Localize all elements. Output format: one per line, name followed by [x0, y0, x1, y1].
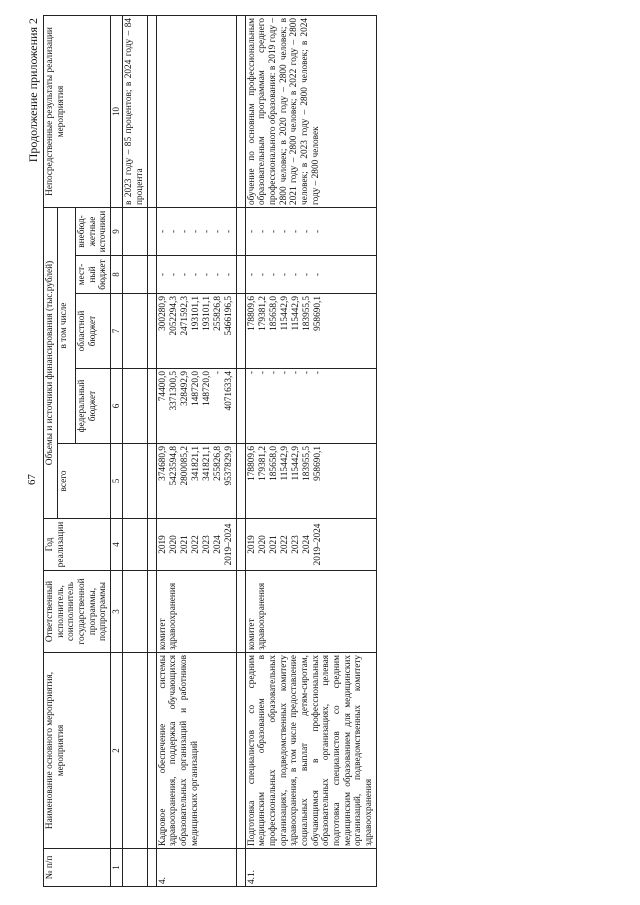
spacer-cell: [147, 369, 156, 444]
spacer-cell: [236, 519, 245, 571]
local-values: [158, 258, 235, 291]
spacer-cell: [236, 294, 245, 369]
federal-value: -: [301, 371, 312, 375]
spacer-cell: [147, 207, 156, 255]
spacer-cell: [147, 15, 156, 207]
spacer-cell: [147, 653, 156, 849]
local-column: [156, 256, 236, 294]
spacer-cell: [147, 519, 156, 571]
years-column: [156, 519, 236, 571]
federal-column: [156, 369, 236, 444]
federal-values: [124, 371, 135, 441]
regional-column: [123, 294, 147, 369]
extra-value: -: [279, 229, 290, 234]
federal-values: [158, 371, 235, 441]
column-index-row: [111, 15, 123, 886]
executor: комитет здравоохранения: [156, 571, 236, 653]
row-number: 4.1.: [245, 849, 376, 887]
years-value: 2022: [190, 535, 201, 554]
federal-value: -: [246, 371, 257, 375]
spacer-cell: [147, 444, 156, 519]
spacer-cell: [147, 256, 156, 294]
years-column: [123, 519, 147, 571]
direct-result: в 2023 году – 85 процентов; в 2024 году – 84 процента: [123, 15, 147, 207]
local-value: -: [168, 272, 179, 277]
extra-values: [158, 210, 235, 253]
extra-value: -: [201, 229, 212, 234]
years-values: [124, 521, 135, 568]
regional-value: 179381,2: [257, 296, 268, 331]
total-value: [124, 446, 135, 516]
extra-column: [245, 207, 376, 255]
row-number: 4.: [156, 849, 236, 887]
local-column: [123, 256, 147, 294]
local-value: -: [246, 272, 257, 277]
col-index: 3: [111, 571, 123, 653]
direct-result: обучение по основным профессиональным образовательным программам среднего профессионального образования: в 2019 году – 2800 человек; в 2020 году – 2800 человек; в 2021 году – 2800 человек; в 2022 году – 2800 человек; в 2023 году – 2800 человек; в 2024 году – 2800 человек: [245, 15, 376, 207]
local-value: -: [312, 272, 323, 277]
total-value: 9537829,9: [223, 446, 234, 486]
extra-value: -: [268, 229, 279, 234]
spacer-cell: [147, 571, 156, 653]
total-values: [158, 446, 235, 516]
federal-value: 148720,0: [201, 371, 212, 406]
federal-value: 148720,0: [190, 371, 201, 406]
federal-value: -: [268, 371, 279, 375]
years-value: 2023: [290, 535, 301, 554]
years-values: [158, 521, 235, 568]
total-value: 185658,0: [268, 446, 279, 481]
federal-value: -: [257, 371, 268, 375]
header-regional: областной бюджет: [76, 294, 111, 369]
total-values: [247, 446, 324, 516]
header-results: Непосредственные результаты реализации мероприятия: [44, 15, 111, 207]
years-value: 2019: [246, 535, 257, 554]
spacer-cell: [236, 207, 245, 255]
extra-value: [124, 210, 135, 253]
extra-value: -: [212, 229, 223, 234]
local-value: [124, 258, 135, 291]
total-value: 374680,9: [157, 446, 168, 481]
extra-column: [156, 207, 236, 255]
federal-value: 328492,9: [179, 371, 190, 406]
regional-value: 958690,1: [312, 296, 323, 331]
continuation-note: Продолжение приложения 2: [26, 18, 40, 163]
regional-value: 5466196,5: [223, 296, 234, 336]
header-year: Год реализации: [44, 519, 111, 571]
extra-value: -: [312, 229, 323, 234]
years-value: 2024: [212, 535, 223, 554]
activity-name: Подготовка специалистов со средним медицинским образованием в профессиональных образовательных организациях, подведомственных комитету здравоохранения, в том числе предоставление социальных выплат детям-сиротам, обучающимся в профессиональных образовательных организациях, целевая подготовка специалистов со средним медицинским образованием для медицинских организаций, подведомственных комитету здравоохранения: [245, 653, 376, 849]
spacer-cell: [236, 256, 245, 294]
header-federal: федеральный бюджет: [76, 369, 111, 444]
years-value: 2024: [301, 535, 312, 554]
extra-values: [247, 210, 324, 253]
activity-name: [123, 653, 147, 849]
col-index: 10: [111, 15, 123, 207]
col-index: 2: [111, 653, 123, 849]
extra-values: [124, 210, 135, 253]
total-value: 115442,9: [290, 446, 301, 481]
years-value: 2019: [157, 535, 168, 554]
header-activity-name: Наименование основного мероприятия, мероприятия: [44, 653, 111, 849]
regional-value: 183955,5: [301, 296, 312, 331]
local-value: -: [268, 272, 279, 277]
years-value: 2022: [279, 535, 290, 554]
spacer-cell: [147, 849, 156, 887]
regional-value: 300280,9: [157, 296, 168, 331]
total-value: 958690,1: [312, 446, 323, 481]
total-values: [124, 446, 135, 516]
total-column: [156, 444, 236, 519]
federal-value: -: [290, 371, 301, 375]
col-index: 9: [111, 207, 123, 255]
years-values: [247, 521, 324, 568]
table-row: [245, 15, 376, 886]
regional-column: [156, 294, 236, 369]
total-value: 115442,9: [279, 446, 290, 481]
row-number: [123, 849, 147, 887]
col-index: 7: [111, 294, 123, 369]
spacer-cell: [236, 444, 245, 519]
years-value: 2021: [179, 535, 190, 554]
regional-value: 193101,1: [190, 296, 201, 331]
total-column: [123, 444, 147, 519]
col-index: 1: [111, 849, 123, 887]
header-total: всего: [57, 444, 110, 519]
table-row: [156, 15, 236, 886]
extra-value: -: [157, 229, 168, 234]
local-value: -: [290, 272, 301, 277]
regional-value: 115442,9: [290, 296, 301, 331]
regional-value: 115442,9: [279, 296, 290, 331]
extra-value: -: [179, 229, 190, 234]
years-value: 2021: [268, 535, 279, 554]
federal-column: [123, 369, 147, 444]
total-value: 255826,8: [212, 446, 223, 481]
local-value: -: [201, 272, 212, 277]
regional-column: [245, 294, 376, 369]
spacer-cell: [147, 294, 156, 369]
regional-value: 185658,0: [268, 296, 279, 331]
years-value: 2023: [201, 535, 212, 554]
local-value: -: [223, 272, 234, 277]
row-spacer: [236, 15, 245, 886]
local-value: -: [212, 272, 223, 277]
years-value: 2019–2024: [223, 523, 234, 566]
spacer-cell: [236, 369, 245, 444]
years-value: [124, 521, 135, 568]
extra-value: -: [301, 229, 312, 234]
years-value: 2019–2024: [312, 523, 323, 566]
local-value: -: [301, 272, 312, 277]
regional-value: 255826,8: [212, 296, 223, 331]
regional-value: 193101,1: [201, 296, 212, 331]
local-values: [247, 258, 324, 291]
total-value: 341821,1: [201, 446, 212, 481]
extra-value: -: [223, 229, 234, 234]
header-including: в том числе: [57, 207, 75, 443]
local-values: [124, 258, 135, 291]
federal-value: -: [279, 371, 290, 375]
total-value: 178809,6: [246, 446, 257, 481]
direct-result: [156, 15, 236, 207]
regional-value: [124, 296, 135, 366]
regional-values: [124, 296, 135, 366]
executor: [123, 571, 147, 653]
total-value: 2800085,2: [179, 446, 190, 486]
total-value: 5423594,8: [168, 446, 179, 486]
page-number: 67: [26, 474, 38, 485]
col-index: 5: [111, 444, 123, 519]
spacer-cell: [236, 849, 245, 887]
funding-table: [43, 15, 377, 887]
header-extra: внебюд-жетные источники: [76, 207, 111, 255]
regional-values: [247, 296, 324, 366]
years-value: 2020: [168, 535, 179, 554]
header-funding-group: Объемы и источники финансирования (тыс.рублей): [44, 207, 58, 518]
total-value: 341821,1: [190, 446, 201, 481]
local-value: -: [279, 272, 290, 277]
spacer-cell: [236, 15, 245, 207]
regional-values: [158, 296, 235, 366]
total-value: 179381,2: [257, 446, 268, 481]
federal-value: -: [212, 371, 223, 375]
local-value: -: [190, 272, 201, 277]
regional-value: 2471592,3: [179, 296, 190, 336]
federal-value: 74400,0: [157, 371, 168, 402]
federal-values: [247, 371, 324, 441]
header-local: мест-ный бюджет: [76, 256, 111, 294]
federal-value: 3371300,5: [168, 371, 179, 411]
extra-value: -: [190, 229, 201, 234]
extra-value: -: [257, 229, 268, 234]
extra-column: [123, 207, 147, 255]
federal-value: -: [312, 371, 323, 375]
local-column: [245, 256, 376, 294]
local-value: -: [257, 272, 268, 277]
years-column: [245, 519, 376, 571]
federal-column: [245, 369, 376, 444]
activity-name: Кадровое обеспечение системы здравоохранения, поддержка обучающихся образовательных организаций и работников медицинских организаций: [156, 653, 236, 849]
federal-value: [124, 371, 135, 441]
extra-value: -: [290, 229, 301, 234]
col-index: 8: [111, 256, 123, 294]
header-row-1: [44, 15, 58, 886]
row-spacer: [147, 15, 156, 886]
regional-value: 178809,6: [246, 296, 257, 331]
table-row: [123, 15, 147, 886]
executor: комитет здравоохранения: [245, 571, 376, 653]
extra-value: -: [168, 229, 179, 234]
local-value: -: [157, 272, 168, 277]
header-executor: Ответственный исполнитель, соисполнитель государственной программы, подпрограммы: [44, 571, 111, 653]
federal-value: 4071633,4: [223, 371, 234, 411]
regional-value: 2052294,3: [168, 296, 179, 336]
extra-value: -: [246, 229, 257, 234]
total-value: 183955,5: [301, 446, 312, 481]
spacer-cell: [236, 653, 245, 849]
col-index: 4: [111, 519, 123, 571]
total-column: [245, 444, 376, 519]
spacer-cell: [236, 571, 245, 653]
header-number: № п/п: [44, 849, 111, 887]
years-value: 2020: [257, 535, 268, 554]
col-index: 6: [111, 369, 123, 444]
local-value: -: [179, 272, 190, 277]
